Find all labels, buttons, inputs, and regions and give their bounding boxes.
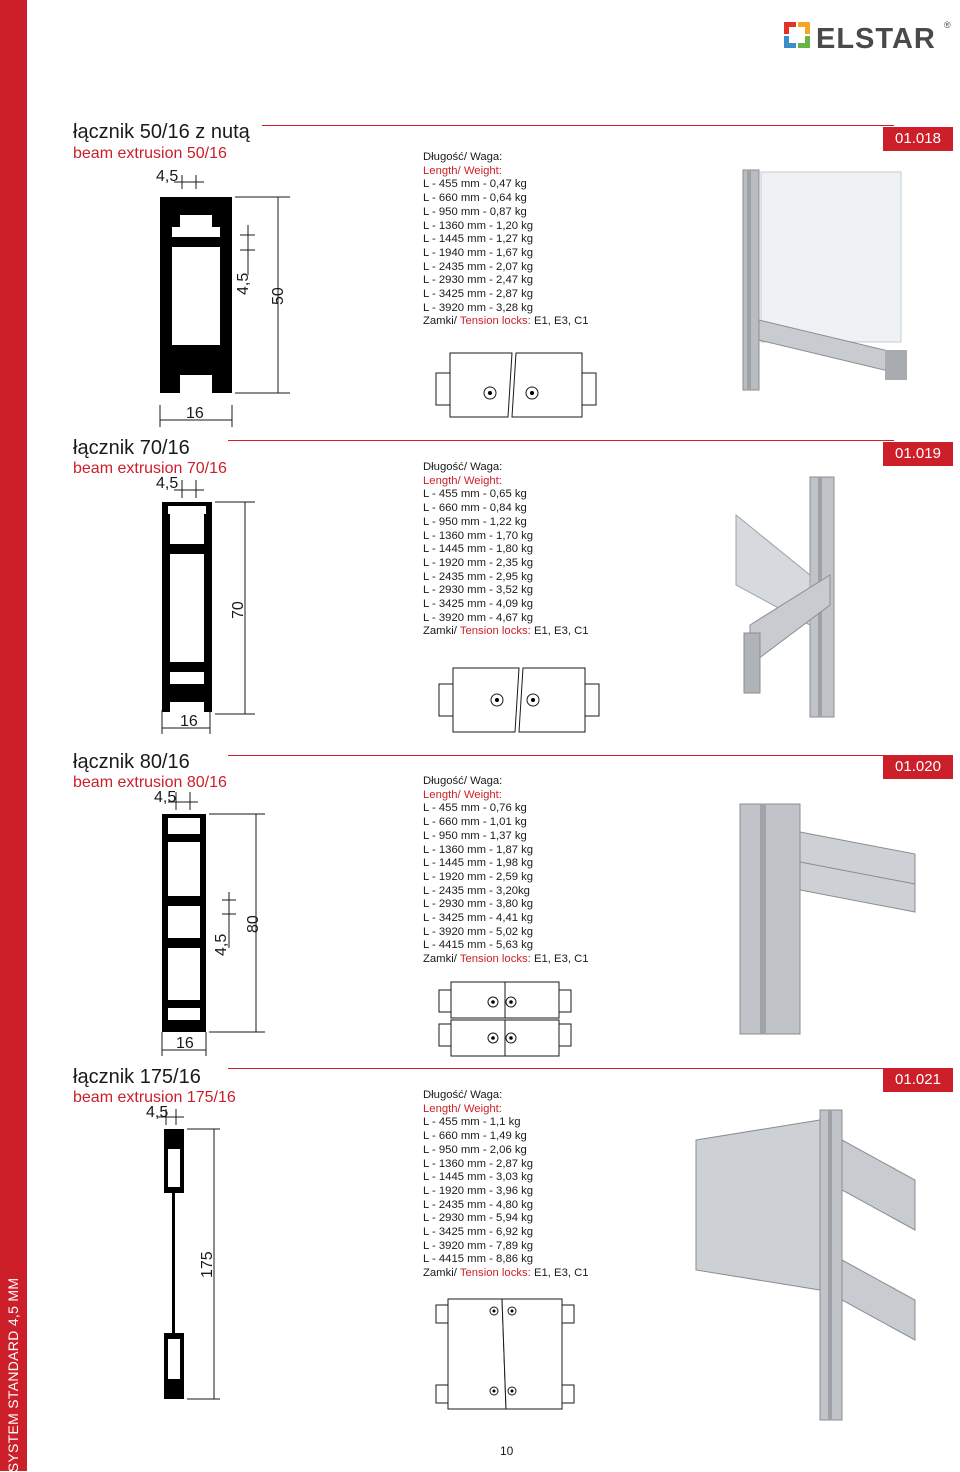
- dim-wall: 4,5: [156, 475, 179, 492]
- product-code-badge: 01.018: [883, 127, 953, 151]
- elstar-logo-icon: [782, 18, 952, 52]
- profile-drawing-50-16: [140, 165, 300, 430]
- weight-row: L - 3920 mm - 7,89 kg: [423, 1239, 534, 1252]
- section-rule: [228, 440, 894, 441]
- dim-width: 16: [176, 1035, 194, 1052]
- weight-row: L - 660 mm - 1,01 kg: [423, 816, 527, 829]
- lock-diagram: [435, 978, 610, 1060]
- length-weight-label-en: Length/ Weight:: [423, 474, 502, 487]
- weight-row: L - 1360 mm - 2,87 kg: [423, 1157, 534, 1170]
- weight-row: L - 2930 mm - 2,47 kg: [423, 274, 534, 287]
- profile-drawing-175-16: [140, 1103, 240, 1403]
- length-weight-label-pl: Długość/ Waga:: [423, 1089, 503, 1101]
- product-title-en: beam extrusion 80/16: [73, 774, 227, 791]
- dim-width: 16: [186, 405, 204, 422]
- weight-row: L - 2930 mm - 3,80 kg: [423, 898, 534, 911]
- section-rule: [228, 755, 894, 756]
- weight-row: L - 455 mm - 0,76 kg: [423, 802, 527, 815]
- weight-row: L - 3425 mm - 2,87 kg: [423, 288, 534, 301]
- section-rule: [228, 1068, 894, 1069]
- weight-row: L - 1445 mm - 1,80 kg: [423, 543, 534, 556]
- weight-row: L - 1360 mm - 1,70 kg: [423, 529, 534, 542]
- weight-row: L - 2435 mm - 2,07 kg: [423, 260, 534, 273]
- locks-row: Zamki/ Tension locks: E1, E3, C1: [423, 1267, 589, 1280]
- length-weight-label-en: Length/ Weight:: [423, 1102, 502, 1115]
- dim-groove: 4,5: [213, 933, 230, 956]
- weight-row: L - 455 mm - 0,65 kg: [423, 488, 527, 501]
- brand-logo: [782, 18, 952, 52]
- weight-row: L - 2930 mm - 5,94 kg: [423, 1212, 534, 1225]
- spec-list: [423, 1089, 589, 1281]
- dim-wall: 4,5: [154, 789, 177, 806]
- dim-wall: 4,5: [156, 168, 179, 185]
- weight-row: L - 660 mm - 0,64 kg: [423, 192, 527, 205]
- weight-row: L - 3425 mm - 6,92 kg: [423, 1226, 534, 1239]
- sidebar-strip: [0, 0, 27, 1471]
- dim-groove: 4,5: [235, 272, 252, 295]
- spec-list: [423, 775, 589, 967]
- product-photo-illustration: [730, 792, 930, 1042]
- profile-drawing-80-16: [140, 788, 275, 1038]
- product-photo-illustration: [730, 465, 930, 725]
- weight-row: L - 1940 mm - 1,67 kg: [423, 246, 534, 259]
- product-code-badge: 01.021: [883, 1068, 953, 1092]
- dim-height: 80: [245, 915, 262, 933]
- dim-width-bar: [160, 1030, 260, 1060]
- weight-row: L - 1920 mm - 3,96 kg: [423, 1184, 534, 1197]
- length-weight-label-pl: Długość/ Waga:: [423, 461, 503, 473]
- weight-row: L - 950 mm - 1,22 kg: [423, 515, 527, 528]
- spec-list: [423, 461, 589, 639]
- product-title-en: beam extrusion 175/16: [73, 1089, 236, 1106]
- dim-height: 175: [199, 1251, 216, 1278]
- weight-row: L - 2435 mm - 4,80 kg: [423, 1198, 534, 1211]
- lock-diagram: [432, 345, 607, 425]
- locks-row: Zamki/ Tension locks: E1, E3, C1: [423, 315, 589, 328]
- product-title-pl: łącznik 175/16: [73, 1066, 201, 1088]
- length-weight-label-en: Length/ Weight:: [423, 788, 502, 801]
- weight-row: L - 950 mm - 2,06 kg: [423, 1143, 527, 1156]
- dim-height: 70: [230, 601, 247, 619]
- weight-row: L - 1445 mm - 3,03 kg: [423, 1171, 534, 1184]
- weight-row: L - 3920 mm - 4,67 kg: [423, 611, 534, 624]
- weight-row: L - 2435 mm - 2,95 kg: [423, 570, 534, 583]
- weight-row: L - 3920 mm - 5,02 kg: [423, 925, 534, 938]
- dim-height: 50: [270, 287, 287, 305]
- weight-row: L - 3425 mm - 4,41 kg: [423, 912, 534, 925]
- brand-name: ELSTAR: [816, 23, 936, 52]
- weight-row: L - 2435 mm - 3,20kg: [423, 884, 530, 897]
- weight-row: L - 660 mm - 1,49 kg: [423, 1130, 527, 1143]
- weight-row: L - 2930 mm - 3,52 kg: [423, 584, 534, 597]
- product-title-pl: łącznik 80/16: [73, 751, 190, 773]
- product-title-en: beam extrusion 70/16: [73, 460, 227, 477]
- weight-row: L - 1920 mm - 2,35 kg: [423, 556, 534, 569]
- product-code-badge: 01.019: [883, 442, 953, 466]
- profile-drawing-70-16: [140, 474, 270, 739]
- weight-row: L - 3425 mm - 4,09 kg: [423, 598, 534, 611]
- locks-row: Zamki/ Tension locks: E1, E3, C1: [423, 953, 589, 966]
- weight-row: L - 1445 mm - 1,27 kg: [423, 233, 534, 246]
- page-number: 10: [500, 1444, 514, 1458]
- section-rule: [262, 125, 894, 126]
- length-weight-label-pl: Długość/ Waga:: [423, 151, 503, 163]
- weight-row: L - 455 mm - 0,47 kg: [423, 178, 527, 191]
- weight-row: L - 455 mm - 1,1 kg: [423, 1116, 521, 1129]
- weight-row: L - 4415 mm - 8,86 kg: [423, 1253, 534, 1266]
- spec-list: [423, 151, 589, 329]
- weight-row: L - 4415 mm - 5,63 kg: [423, 939, 534, 952]
- product-photo-illustration: [690, 1100, 930, 1430]
- product-photo-illustration: [735, 150, 925, 400]
- weight-row: L - 1360 mm - 1,20 kg: [423, 219, 534, 232]
- length-weight-label-pl: Długość/ Waga:: [423, 775, 503, 787]
- length-weight-label-en: Length/ Weight:: [423, 164, 502, 177]
- weight-row: L - 1920 mm - 2,59 kg: [423, 870, 534, 883]
- locks-row: Zamki/ Tension locks: E1, E3, C1: [423, 625, 589, 638]
- weight-row: L - 950 mm - 1,37 kg: [423, 829, 527, 842]
- weight-row: L - 1360 mm - 1,87 kg: [423, 843, 534, 856]
- product-title-pl: łącznik 50/16 z nutą: [73, 121, 250, 143]
- lock-diagram: [432, 1295, 612, 1415]
- product-title-en: beam extrusion 50/16: [73, 145, 227, 162]
- lock-diagram: [435, 660, 610, 740]
- sidebar-label: SYSTEM STANDARD 4,5 MM: [5, 1277, 21, 1472]
- product-title-pl: łącznik 70/16: [73, 437, 190, 459]
- dim-width-bar: [160, 708, 260, 738]
- weight-row: L - 1445 mm - 1,98 kg: [423, 857, 534, 870]
- weight-row: L - 950 mm - 0,87 kg: [423, 205, 527, 218]
- weight-row: L - 3920 mm - 3,28 kg: [423, 301, 534, 314]
- product-code-badge: 01.020: [883, 755, 953, 779]
- dim-wall: 4,5: [146, 1104, 169, 1121]
- registered-mark: ®: [944, 20, 951, 30]
- weight-row: L - 660 mm - 0,84 kg: [423, 502, 527, 515]
- dim-width: 16: [180, 713, 198, 730]
